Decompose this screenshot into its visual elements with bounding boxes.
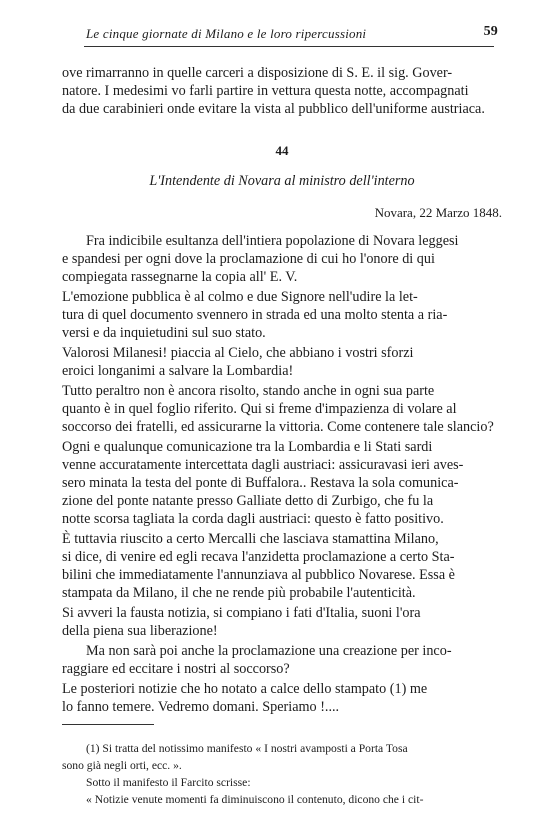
header-rule — [84, 46, 494, 47]
text-line: soccorso dei fratelli, ed assicurarne la vittoria. Come contenere tale slancio? — [62, 419, 494, 435]
text-line: Si avveri la fausta notizia, si compiano i fati d'Italia, suoni l'ora — [62, 605, 421, 621]
text-line: Ma non sarà poi anche la proclamazione una creazione per inco- — [86, 643, 452, 659]
text-line: tura di quel documento svennero in strada ed una molto stenta a ria- — [62, 307, 448, 323]
text-line: Ogni e qualunque comunicazione tra la Lombardia e li Stati sardi — [62, 439, 433, 455]
dateline: Novara, 22 Marzo 1848. — [374, 205, 502, 220]
running-header — [86, 26, 498, 42]
text-line: compiegata rassegnarne la copia all' E. V. — [62, 269, 298, 285]
text-line: zione del ponte natante presso Galliate detto di Zurbigo, che fu la — [62, 493, 434, 509]
text-line: e spandesi per ogni dove la proclamazione di cui ho l'onore di qui — [62, 251, 435, 267]
text-line: Tutto peraltro non è ancora risolto, stando anche in ogni sua parte — [62, 383, 435, 399]
text-line: da due carabinieri onde evitare la vista al pubblico dell'uniforme austriaca. — [62, 101, 485, 117]
footnote-line: Sotto il manifesto il Farcito scrisse: — [86, 776, 251, 789]
text-line: venne accuratamente intercettata dagli austriaci: assicuravasi ieri aves- — [62, 457, 464, 473]
text-line: eroici longanimi a salvare la Lombardia! — [62, 363, 294, 379]
text-line: raggiare ed eccitare i nostri al soccorso? — [62, 661, 290, 677]
footnote-line: (1) Si tratta del notissimo manifesto « I nostri avamposti a Porta Tosa — [86, 742, 408, 755]
text-line: versi e da inquietudini sul suo stato. — [62, 325, 266, 341]
text-line: si dice, di venire ed egli recava l'anzidetta proclamazione a certo Sta- — [62, 549, 455, 565]
text-line: Fra indicibile esultanza dell'intiera popolazione di Novara leggesi — [86, 233, 459, 249]
text-line: L'emozione pubblica è al colmo e due Signore nell'udire la let- — [62, 289, 418, 305]
footnote-line: sono già negli orti, ecc. ». — [62, 759, 182, 772]
text-line: sero minata la testa del ponte di Buffalora.. Restava la sola comunica- — [62, 475, 459, 491]
text-line: natore. I medesimi vo farli partire in vettura questa notte, accompagnati — [62, 83, 469, 99]
text-line: della piena sua liberazione! — [62, 623, 218, 639]
text-line: stampata da Milano, il che ne rende più probabile l'autenticità. — [62, 585, 416, 601]
text-line: ove rimarranno in quelle carceri a disposizione di S. E. il sig. Gover- — [62, 65, 453, 81]
text-line: lo fanno temere. Vedremo domani. Speriamo !.... — [62, 699, 340, 715]
text-line: Le posteriori notizie che ho notato a calce dello stampato (1) me — [62, 681, 428, 697]
running-title: Le cinque giornate di Milano e le loro ripercussioni — [86, 26, 367, 41]
text-line: notte scorsa tagliata la corda dagli austriaci: questo è fatto positivo. — [62, 511, 444, 527]
section-number: 44 — [275, 143, 289, 158]
text-line: È tuttavia riuscito a certo Mercalli che lasciava stamattina Milano, — [62, 531, 439, 547]
footnote-rule — [62, 724, 154, 725]
text-line: Valorosi Milanesi! piaccia al Cielo, che abbiano i vostri sforzi — [62, 345, 414, 361]
section-title: L'Intendente di Novara al ministro dell'interno — [149, 173, 415, 189]
text-line: quanto è in quel foglio riferito. Qui si freme d'impazienza di volare al — [62, 401, 457, 417]
text-line: bilini che immediatamente l'annunziava al pubblico Novarese. Essa è — [62, 567, 455, 583]
footnote-line: « Notizie venute momenti fa diminuiscono il contenuto, dicono che i cit- — [86, 793, 424, 806]
page-number: 59 — [483, 24, 498, 39]
